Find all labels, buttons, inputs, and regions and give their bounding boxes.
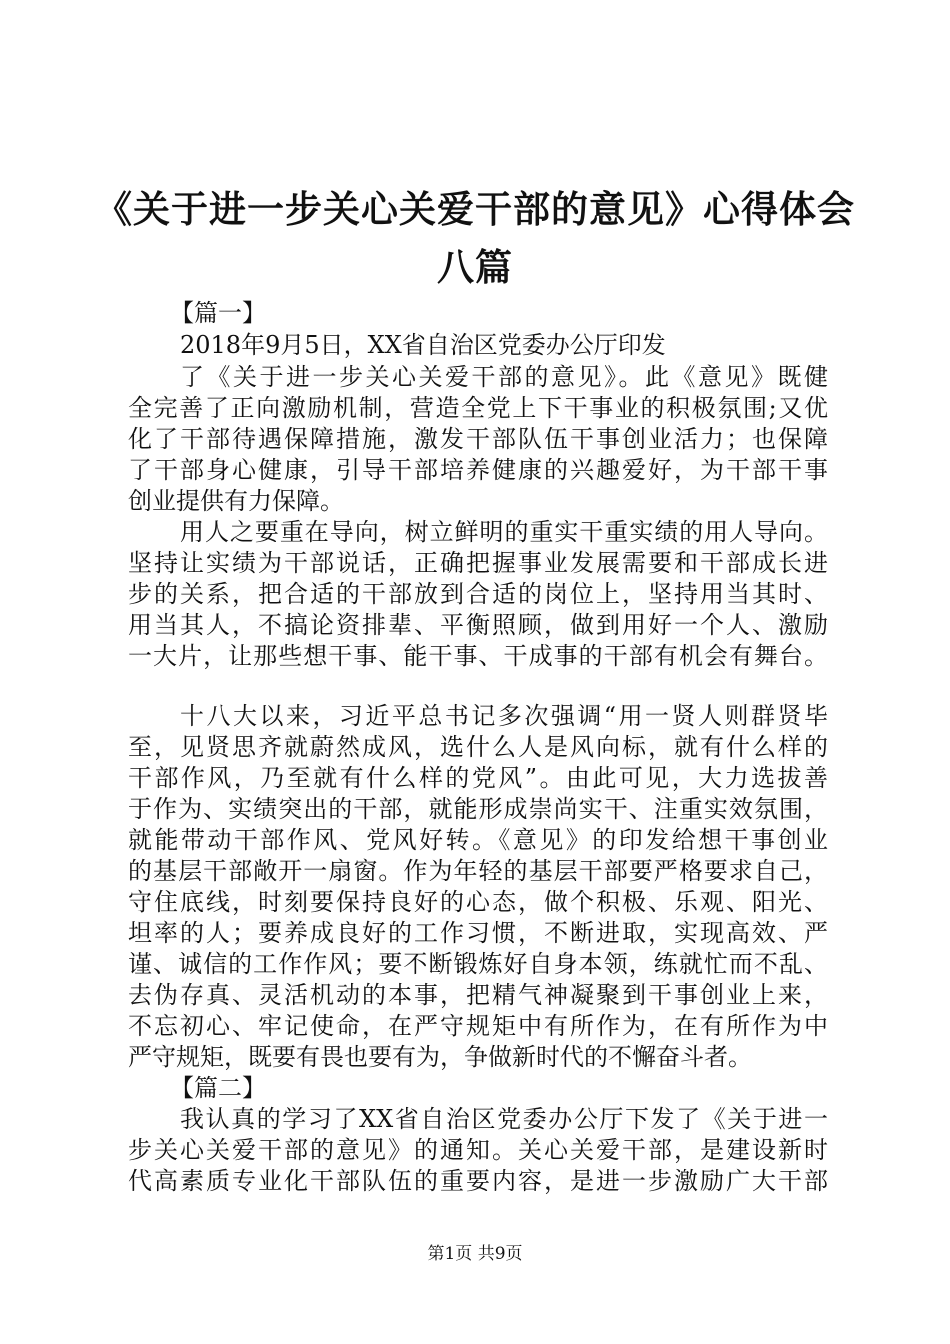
paragraph-line: 全完善了正向激励机制，营造全党上下干事业的积极氛围;又优 [128, 394, 828, 422]
paragraph-line: 谨、诚信的工作作风；要不断锻炼好自身本领，练就忙而不乱、 [128, 950, 828, 978]
paragraph-line: 去伪存真、灵活机动的本事，把精气神凝聚到干事创业上来， [128, 981, 828, 1009]
paragraph-line: 了干部身心健康，引导干部培养健康的兴趣爱好，为干部干事 [128, 456, 828, 484]
paragraph-line: 就能带动干部作风、党风好转。《意见》的印发给想干事创业 [128, 826, 828, 854]
paragraph-line: 于作为、实绩突出的干部，就能形成崇尚实干、注重实效氛围， [128, 795, 828, 823]
paragraph-line: 坦率的人；要养成良好的工作习惯，不断进取，实现高效、严 [128, 919, 828, 947]
page-footer: 第1页 共9页 [427, 1244, 523, 1264]
document-title-line-2: 八篇 [437, 246, 513, 289]
paragraph-line: 我认真的学习了XX省自治区党委办公厅下发了《关于进一 [180, 1105, 828, 1133]
paragraph-line: 代高素质专业化干部队伍的重要内容，是进一步激励广大干部 [128, 1167, 828, 1195]
paragraph-line: 严守规矩，既要有畏也要有为，争做新时代的不懈奋斗者。 [128, 1043, 752, 1071]
paragraph-line: 创业提供有力保障。 [128, 487, 344, 515]
paragraph-line: 不忘初心、牢记使命，在严守规矩中有所作为，在有所作为中 [128, 1012, 828, 1040]
document-title-line-1: 《关于进一步关心关爱干部的意见》心得体会 [95, 188, 855, 231]
paragraph-line: 步的关系，把合适的干部放到合适的岗位上，坚持用当其时、 [128, 580, 828, 608]
section-heading-2: 【篇二】 [170, 1074, 266, 1102]
paragraph-line: 至，见贤思齐就蔚然成风，选什么人是风向标，就有什么样的 [128, 733, 828, 761]
paragraph-line: 2018年9月5日，XX省自治区党委办公厅印发 [180, 331, 666, 359]
paragraph-line: 了《关于进一步关心关爱干部的意见》。此《意见》既健 [180, 363, 828, 391]
paragraph-line: 一大片，让那些想干事、能干事、干成事的干部有机会有舞台。 [128, 642, 828, 670]
paragraph-line: 化了干部待遇保障措施，激发干部队伍干事创业活力；也保障 [128, 425, 828, 453]
paragraph-line: 用当其人，不搞论资排辈、平衡照顾，做到用好一个人、激励 [128, 611, 828, 639]
paragraph-line: 的基层干部敞开一扇窗。作为年轻的基层干部要严格要求自己， [128, 857, 828, 885]
paragraph-line: 十八大以来，习近平总书记多次强调“用一贤人则群贤毕 [180, 702, 828, 730]
paragraph-line: 干部作风，乃至就有什么样的党风”。由此可见，大力选拔善 [128, 764, 828, 792]
section-heading-1: 【篇一】 [170, 299, 266, 327]
paragraph-line: 守住底线，时刻要保持良好的心态，做个积极、乐观、阳光、 [128, 888, 828, 916]
paragraph-line: 用人之要重在导向，树立鲜明的重实干重实绩的用人导向。 [180, 518, 828, 546]
paragraph-line: 坚持让实绩为干部说话，正确把握事业发展需要和干部成长进 [128, 549, 828, 577]
paragraph-line: 步关心关爱干部的意见》的通知。关心关爱干部，是建设新时 [128, 1136, 828, 1164]
